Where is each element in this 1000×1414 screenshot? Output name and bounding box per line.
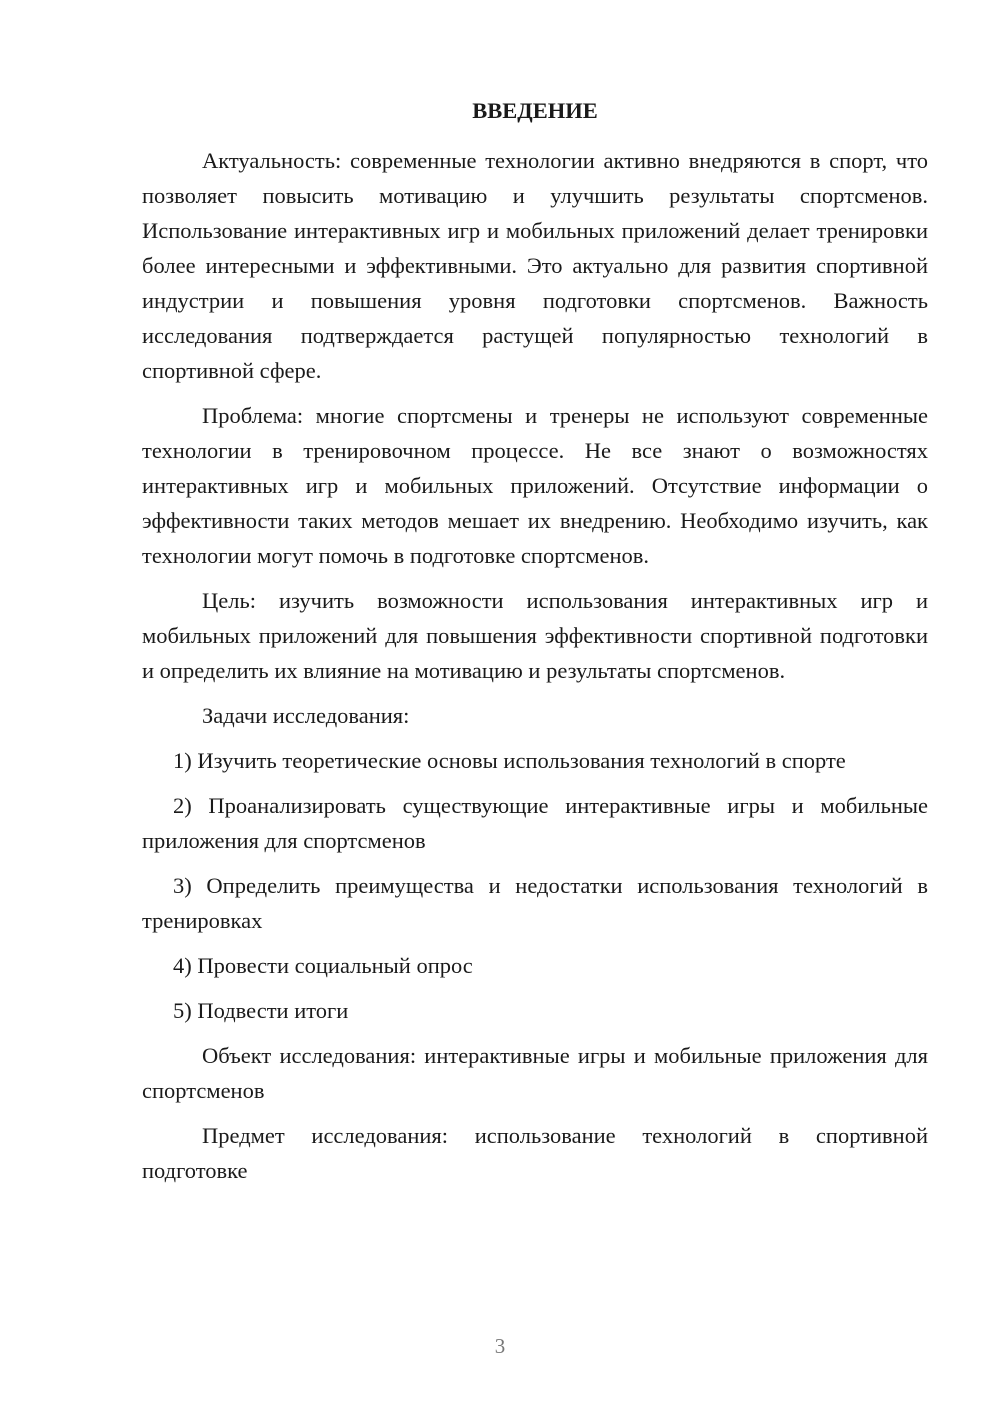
section-heading: ВВЕДЕНИЕ <box>472 98 598 123</box>
task-item-3: 3) Определить преимущества и недостатки использования технологий в тренировках <box>142 873 928 933</box>
task-item-2: 2) Проанализировать существующие интерактивные игры и мобильные приложения для спортсменов <box>142 793 928 853</box>
paragraph-subject: Предмет исследования: использование технологий в спортивной подготовке <box>142 1123 928 1183</box>
task-item-4: 4) Провести социальный опрос <box>173 953 473 978</box>
paragraph-problem: Проблема: многие спортсмены и тренеры не используют современные технологии в тренировочном процессе. Не все знают о возможностях интерактивных игр и мобильных приложений. Отсутствие информации о эффективности таких методов мешает их внедрению. Необходимо изучить, как технологии могут помочь в подготовке спортсменов. <box>142 403 928 568</box>
task-item-1: 1) Изучить теоретические основы использования технологий в спорте <box>173 748 846 773</box>
paragraph-tasks-heading: Задачи исследования: <box>202 703 410 728</box>
paragraph-goal: Цель: изучить возможности использования интерактивных игр и мобильных приложений для повышения эффективности спортивной подготовки и определить их влияние на мотивацию и результаты спортсменов. <box>142 588 928 683</box>
paragraph-object: Объект исследования: интерактивные игры и мобильные приложения для спортсменов <box>142 1043 928 1103</box>
task-item-5: 5) Подвести итоги <box>173 998 349 1023</box>
paragraph-relevance: Актуальность: современные технологии активно внедряются в спорт, что позволяет повысить мотивацию и улучшить результаты спортсменов. Использование интерактивных игр и мобильных приложений делает тренировки более интересными и эффективными. Это актуально для развития спортивной индустрии и повышения уровня подготовки спортсменов. Важность исследования подтверждается растущей популярностью технологий в спортивной сфере. <box>142 148 928 383</box>
document-body <box>142 143 928 1198</box>
page-number: 3 <box>494 1334 506 1358</box>
